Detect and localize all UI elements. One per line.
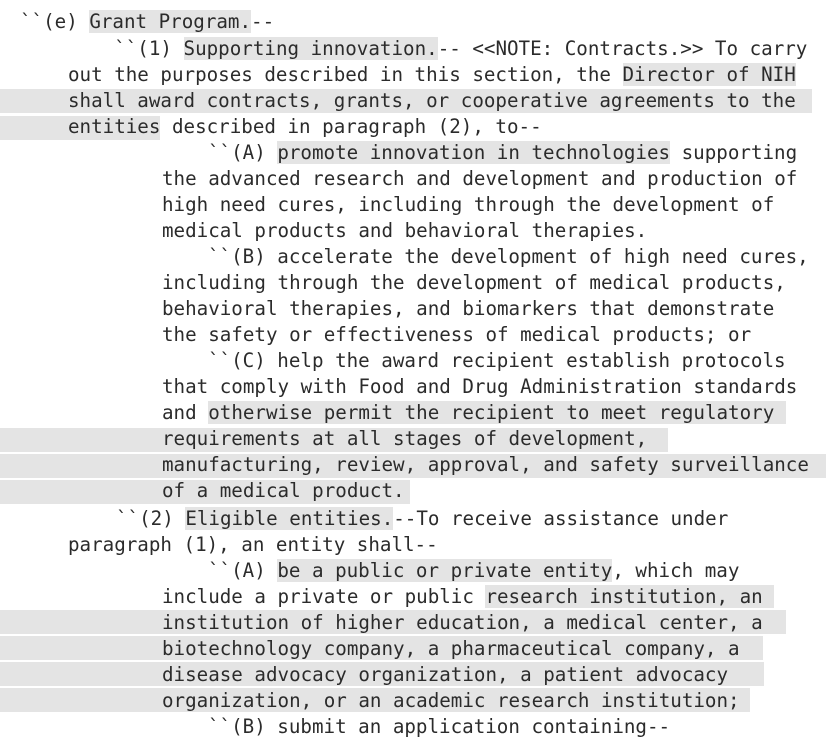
highlighted-text: be a public or private entity bbox=[277, 559, 613, 582]
highlighted-text: Supporting innovation. bbox=[183, 37, 438, 60]
line-text: paragraph (1), an entity shall-- bbox=[68, 533, 438, 556]
line-text: out the purposes described in this section, the bbox=[68, 63, 623, 86]
text-line bbox=[162, 218, 647, 244]
line-text: of a medical product. bbox=[162, 479, 405, 502]
text-line bbox=[162, 166, 797, 192]
text-line bbox=[162, 426, 659, 452]
text-line bbox=[208, 244, 809, 270]
line-text: high need cures, including through the development of bbox=[162, 193, 775, 216]
text-line bbox=[162, 478, 405, 504]
text-line bbox=[68, 36, 807, 62]
text-line bbox=[162, 400, 786, 426]
highlighted-text: Director of NIH bbox=[622, 63, 796, 86]
line-text: medical products and behavioral therapies. bbox=[162, 219, 648, 242]
highlighted-text: Grant Program. bbox=[89, 10, 252, 33]
line-text: entities bbox=[68, 115, 161, 138]
line-text: -- <<NOTE: Contracts.>> To carry bbox=[437, 37, 808, 60]
text-line bbox=[162, 636, 751, 662]
line-text: that comply with Food and Drug Administration standards bbox=[162, 375, 798, 398]
line-text: ``(A) bbox=[208, 559, 278, 582]
line-text: disease advocacy organization, a patient advocacy bbox=[162, 663, 740, 686]
line-text: ``(2) bbox=[116, 507, 186, 530]
text-line bbox=[162, 270, 786, 296]
line-text: institution of higher education, a medical center, a bbox=[162, 611, 775, 634]
text-line bbox=[162, 452, 809, 478]
text-line bbox=[68, 114, 542, 140]
highlighted-text: otherwise permit the recipient to meet regulatory bbox=[208, 401, 786, 424]
text-line bbox=[68, 62, 796, 88]
text-line bbox=[162, 662, 740, 688]
line-text: biotechnology company, a pharmaceutical company, a bbox=[162, 637, 752, 660]
text-line bbox=[68, 88, 796, 114]
line-text: described in paragraph (2), to-- bbox=[160, 115, 542, 138]
text-line bbox=[208, 348, 786, 374]
line-text: ``(e) bbox=[20, 10, 90, 33]
text-line bbox=[208, 140, 797, 166]
text-line bbox=[208, 558, 739, 584]
text-line bbox=[20, 9, 274, 35]
line-text: supporting bbox=[670, 141, 798, 164]
line-text: shall award contracts, grants, or cooperative agreements to the bbox=[68, 89, 796, 112]
line-text: , which may bbox=[612, 559, 740, 582]
text-line bbox=[68, 532, 438, 558]
line-text: ``(A) bbox=[208, 141, 278, 164]
text-line bbox=[116, 506, 728, 532]
text-line bbox=[162, 322, 751, 348]
line-text: ``(1) bbox=[68, 37, 184, 60]
line-text: ``(B) accelerate the development of high need cures, bbox=[208, 245, 809, 268]
text-line bbox=[162, 584, 774, 610]
line-text: ``(B) submit an application containing-- bbox=[208, 715, 671, 738]
line-text: the advanced research and development and production of bbox=[162, 167, 798, 190]
line-text: ``(C) help the award recipient establish protocols bbox=[208, 349, 786, 372]
line-text: the safety or effectiveness of medical products; or bbox=[162, 323, 752, 346]
line-text: behavioral therapies, and biomarkers that demonstrate bbox=[162, 297, 775, 320]
highlighted-text: research institution, an bbox=[485, 585, 775, 608]
text-line bbox=[162, 688, 740, 714]
line-text: including through the development of medical products, bbox=[162, 271, 786, 294]
line-text: include a private or public bbox=[162, 585, 486, 608]
text-line bbox=[162, 610, 774, 636]
line-text: organization, or an academic research institution; bbox=[162, 689, 740, 712]
text-line bbox=[162, 374, 797, 400]
highlighted-text: Eligible entities. bbox=[185, 507, 394, 530]
line-text: and bbox=[162, 401, 209, 424]
line-text: -- bbox=[251, 10, 275, 33]
text-line bbox=[162, 192, 774, 218]
text-line bbox=[162, 296, 774, 322]
line-text: manufacturing, review, approval, and safety surveillance bbox=[162, 453, 809, 476]
line-text: requirements at all stages of development, bbox=[162, 427, 659, 450]
line-text: --To receive assistance under bbox=[393, 507, 729, 530]
text-line bbox=[208, 714, 670, 740]
highlighted-text: promote innovation in technologies bbox=[277, 141, 671, 164]
